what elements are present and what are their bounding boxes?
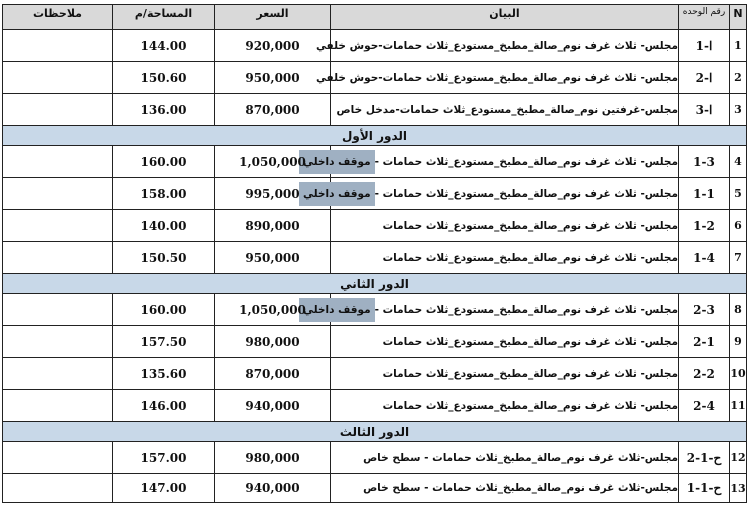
unit-description xyxy=(331,210,679,242)
unit-description xyxy=(303,178,679,210)
unit-notes xyxy=(3,326,113,358)
table-row xyxy=(3,146,747,178)
row-number: 13 xyxy=(730,474,747,503)
row-number: 10 xyxy=(730,358,747,390)
unit-notes xyxy=(3,146,113,178)
unit-notes xyxy=(3,94,113,126)
unit-number: 1-ا xyxy=(679,30,730,62)
unit-description xyxy=(315,30,679,62)
unit-description xyxy=(331,94,679,126)
unit-area: 158.00 xyxy=(113,178,215,210)
unit-area: 157.50 xyxy=(113,326,215,358)
unit-area: 157.00 xyxy=(113,442,215,474)
unit-number: 1-4 xyxy=(679,242,730,274)
unit-description-text: مجلس-ثلاث غرف نوم_صالة_مطبخ_ثلاث حمامات - سطح خاص xyxy=(363,451,678,464)
unit-description-text: مجلس- ثلاث غرف نوم_صالة_مطبخ_مستودع_ثلاث حمامات-حوش خلفي xyxy=(315,71,678,84)
unit-notes xyxy=(3,474,113,503)
unit-description xyxy=(331,326,679,358)
unit-price: 940,000 xyxy=(215,390,331,422)
row-number: 6 xyxy=(730,210,747,242)
table-row xyxy=(3,358,747,390)
unit-description xyxy=(303,146,679,178)
header-price: السعر xyxy=(215,5,331,30)
unit-area: 136.00 xyxy=(113,94,215,126)
unit-price: 870,000 xyxy=(215,358,331,390)
unit-price: 940,000 xyxy=(215,474,331,503)
unit-price: 1,050,000 xyxy=(215,294,331,326)
unit-number: ح-1-2 xyxy=(679,442,730,474)
floor-section-title: الدور الثالث xyxy=(3,422,747,442)
indoor-parking-badge: موقف داخلي xyxy=(299,298,375,322)
unit-description-text: مجلس- ثلاث غرف نوم_صالة_مطبخ_مستودع_ثلاث حمامات xyxy=(382,367,678,380)
unit-area: 140.00 xyxy=(113,210,215,242)
table-row xyxy=(3,178,747,210)
table-row xyxy=(3,30,747,62)
table-body xyxy=(3,30,747,503)
unit-area: 135.60 xyxy=(113,358,215,390)
unit-area: 160.00 xyxy=(113,146,215,178)
header-notes: ملاحظات xyxy=(3,5,113,30)
table-row xyxy=(3,210,747,242)
floor-section-row xyxy=(3,274,747,294)
unit-notes xyxy=(3,62,113,94)
row-number: 3 xyxy=(730,94,747,126)
unit-notes xyxy=(3,358,113,390)
units-price-table xyxy=(2,4,747,503)
row-number: 2 xyxy=(730,62,747,94)
floor-section-title: الدور الأول xyxy=(3,126,747,146)
unit-area: 147.00 xyxy=(113,474,215,503)
unit-description xyxy=(331,390,679,422)
unit-notes xyxy=(3,390,113,422)
unit-number: 2-ا xyxy=(679,62,730,94)
unit-price: 920,000 xyxy=(215,30,331,62)
unit-description xyxy=(331,442,679,474)
header-description: البيان xyxy=(331,5,679,30)
unit-description-text: مجلس- ثلاث غرف نوم_صالة_مطبخ_مستودع_ثلاث حمامات xyxy=(382,219,678,232)
unit-notes xyxy=(3,30,113,62)
unit-number: 1-2 xyxy=(679,210,730,242)
unit-number: 1-3 xyxy=(679,146,730,178)
unit-description xyxy=(331,242,679,274)
row-number: 11 xyxy=(730,390,747,422)
unit-number: ح-1-1 xyxy=(679,474,730,503)
unit-price: 870,000 xyxy=(215,94,331,126)
unit-description xyxy=(303,294,679,326)
indoor-parking-badge: موقف داخلي xyxy=(299,182,375,206)
header-unit-number: رقم الوحده xyxy=(679,5,730,30)
unit-area: 146.00 xyxy=(113,390,215,422)
row-number: 4 xyxy=(730,146,747,178)
unit-description-text: مجلس-غرفتين نوم_صالة_مطبخ_مستودع_ثلاث حمامات-مدخل خاص xyxy=(336,103,678,116)
table-row xyxy=(3,390,747,422)
unit-notes xyxy=(3,210,113,242)
unit-description xyxy=(331,358,679,390)
indoor-parking-badge: موقف داخلي xyxy=(299,150,375,174)
table-row xyxy=(3,94,747,126)
unit-number: 1-1 xyxy=(679,178,730,210)
table-row xyxy=(3,442,747,474)
unit-description-text: مجلس- ثلاث غرف نوم_صالة_مطبخ_مستودع_ثلاث حمامات - xyxy=(374,303,678,316)
unit-description-text: مجلس- ثلاث غرف نوم_صالة_مطبخ_مستودع_ثلاث حمامات - xyxy=(374,155,678,168)
unit-price: 890,000 xyxy=(215,210,331,242)
unit-description xyxy=(331,474,679,503)
unit-price: 950,000 xyxy=(215,62,331,94)
unit-number: 2-4 xyxy=(679,390,730,422)
table-row xyxy=(3,294,747,326)
unit-description xyxy=(315,62,679,94)
row-number: 7 xyxy=(730,242,747,274)
header-n: N xyxy=(730,5,747,30)
row-number: 9 xyxy=(730,326,747,358)
row-number: 5 xyxy=(730,178,747,210)
unit-price: 950,000 xyxy=(215,242,331,274)
unit-description-text: مجلس- ثلاث غرف نوم_صالة_مطبخ_مستودع_ثلاث حمامات-حوش خلفي xyxy=(315,39,678,52)
unit-number: 2-1 xyxy=(679,326,730,358)
floor-section-title: الدور الثاني xyxy=(3,274,747,294)
unit-price: 980,000 xyxy=(215,326,331,358)
unit-notes xyxy=(3,242,113,274)
table-row xyxy=(3,242,747,274)
unit-area: 144.00 xyxy=(113,30,215,62)
table-row xyxy=(3,326,747,358)
unit-number: 3-ا xyxy=(679,94,730,126)
unit-description-text: مجلس- ثلاث غرف نوم_صالة_مطبخ_مستودع_ثلاث حمامات - xyxy=(374,187,678,200)
floor-section-row xyxy=(3,422,747,442)
unit-description-text: مجلس- ثلاث غرف نوم_صالة_مطبخ_مستودع_ثلاث حمامات xyxy=(382,399,678,412)
table-row xyxy=(3,474,747,503)
unit-number: 2-2 xyxy=(679,358,730,390)
row-number: 1 xyxy=(730,30,747,62)
unit-price: 995,000 xyxy=(215,178,331,210)
header-area: المساحة/م xyxy=(113,5,215,30)
unit-description-text: مجلس-ثلاث غرف نوم_صالة_مطبخ_ثلاث حمامات - سطح خاص xyxy=(363,482,678,494)
unit-price: 1,050,000 xyxy=(215,146,331,178)
unit-area: 160.00 xyxy=(113,294,215,326)
unit-notes xyxy=(3,442,113,474)
row-number: 12 xyxy=(730,442,747,474)
unit-area: 150.60 xyxy=(113,62,215,94)
unit-description-text: مجلس- ثلاث غرف نوم_صالة_مطبخ_مستودع_ثلاث حمامات xyxy=(382,251,678,264)
unit-notes xyxy=(3,178,113,210)
unit-area: 150.50 xyxy=(113,242,215,274)
unit-price: 980,000 xyxy=(215,442,331,474)
unit-number: 2-3 xyxy=(679,294,730,326)
unit-notes xyxy=(3,294,113,326)
unit-description-text: مجلس- ثلاث غرف نوم_صالة_مطبخ_مستودع_ثلاث حمامات xyxy=(382,335,678,348)
table-header-row xyxy=(3,5,747,30)
row-number: 8 xyxy=(730,294,747,326)
table-row xyxy=(3,62,747,94)
floor-section-row xyxy=(3,126,747,146)
